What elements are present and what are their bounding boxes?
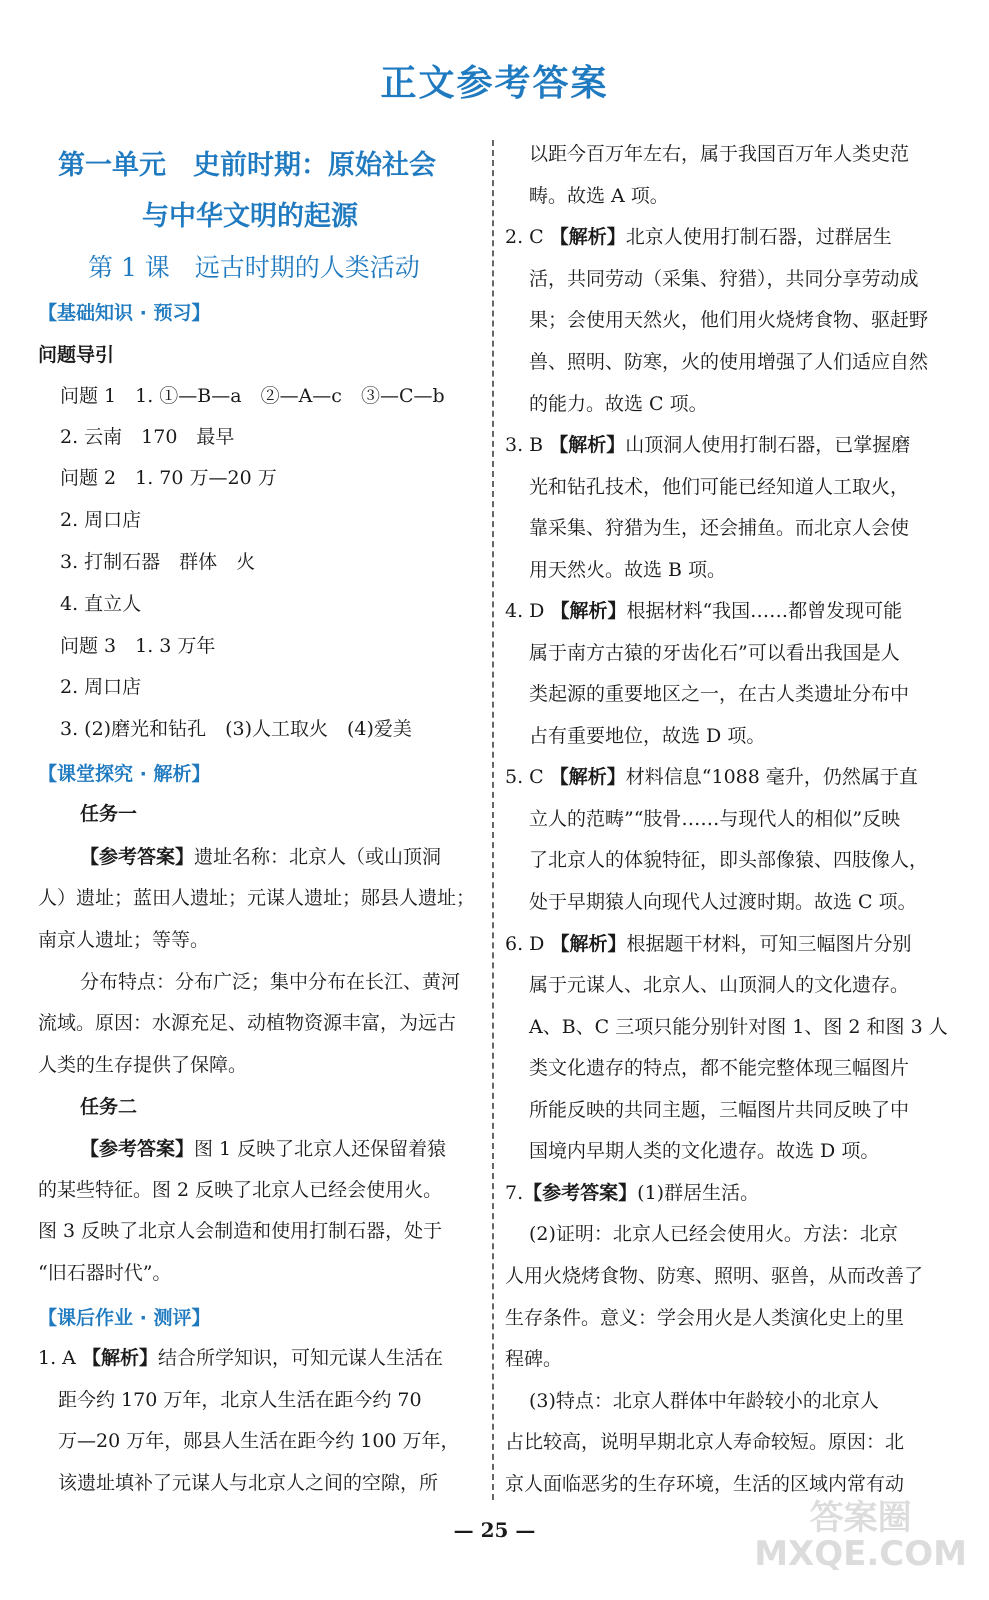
answer-5-text: 材料信息“1088 毫升，仍然属于直	[625, 766, 918, 788]
answer-tag: 【参考答案】	[80, 846, 195, 868]
answer-7-text: (1)群居生活。	[637, 1182, 760, 1204]
answer-tag: 【参考答案】	[80, 1138, 195, 1160]
answer-7-line-7: 占比较高，说明早期北京人寿命较短。原因：北	[505, 1431, 905, 1453]
answer-7-line-3: 人用火烧烤食物、防寒、照明、驱兽，从而改善了	[505, 1265, 924, 1287]
task-2-line-2: 的某些特征。图 2 反映了北京人已经会使用火。	[38, 1179, 443, 1201]
answer-2-line-2: 活，共同劳动（采集、狩猎），共同分享劳动成	[529, 268, 919, 290]
answer-5-line-1	[505, 765, 918, 789]
answer-2-text: 北京人使用打制石器，过群居生	[625, 226, 892, 248]
answer-1-line-3: 万—20 万年，郧县人生活在距今约 100 万年，	[58, 1430, 460, 1452]
task-2-line-3: 图 3 反映了北京人会制造和使用打制石器，处于	[38, 1220, 443, 1242]
answer-5-number: 5. C	[505, 766, 544, 788]
answer-1-line-5: 以距今百万年左右，属于我国百万年人类史范	[529, 143, 910, 165]
task-2-line-1	[80, 1137, 446, 1161]
analysis-tag: 【解析】	[81, 1347, 158, 1369]
answer-3-text: 山顶洞人使用打制石器，已掌握磨	[625, 434, 911, 456]
task-2-line-4: “旧石器时代”。	[38, 1262, 172, 1284]
task-1-line-3: 南京人遗址；等等。	[38, 929, 210, 951]
answer-6-text: 根据题干材料，可知三幅图片分别	[626, 933, 912, 955]
task-1-line-1	[80, 845, 441, 869]
answer-5-line-4: 处于早期猿人向现代人过渡时期。故选 C 项。	[529, 891, 917, 913]
question-2-answer-3: 3. 打制石器 群体 火	[60, 551, 256, 573]
answer-1-line-1	[38, 1346, 443, 1370]
answer-3-line-2: 光和钻孔技术，他们可能已经知道人工取火，	[529, 476, 910, 498]
answer-4-number: 4. D	[505, 600, 545, 622]
analysis-tag: 【解析】	[549, 226, 626, 248]
answer-3-line-3: 靠采集、狩猎为生，还会捕鱼。而北京人会使	[529, 517, 910, 539]
answer-6-number: 6. D	[505, 933, 545, 955]
answer-6-line-1	[505, 932, 911, 956]
answer-6-line-5: 所能反映的共同主题，三幅图片共同反映了中	[529, 1099, 910, 1121]
answer-1-number: 1. A	[38, 1347, 76, 1369]
answer-6-line-4: 类文化遗存的特点，都不能完整体现三幅图片	[529, 1057, 910, 1079]
section-header-classroom: 【课堂探究 · 解析】	[38, 763, 211, 785]
unit-title-line-2: 与中华文明的起源	[142, 201, 358, 232]
answer-tag: 【参考答案】	[523, 1182, 638, 1204]
answer-7-line-4: 生存条件。意义：学会用火是人类演化史上的里	[505, 1307, 905, 1329]
answer-2-line-1	[505, 225, 892, 249]
unit-title-line-1: 第一单元 史前时期：原始社会	[58, 150, 436, 181]
task-1-heading: 任务一	[80, 803, 138, 825]
answer-7-line-2: (2)证明：北京人已经会使用火。方法：北京	[529, 1223, 898, 1245]
question-3-answer-1: 问题 3 1. 3 万年	[60, 635, 216, 657]
watermark-text-cn: 答案圈	[809, 1498, 912, 1538]
page-number: — 25 —	[453, 1518, 536, 1542]
lesson-title: 第 1 课 远古时期的人类活动	[88, 253, 420, 282]
answer-2-number: 2. C	[505, 226, 544, 248]
answer-5-line-2: 立人的范畴”“肢骨……与现代人的相似”反映	[529, 808, 901, 830]
answer-7-line-5: 程碑。	[505, 1348, 563, 1370]
answer-5-line-3: 了北京人的体貌特征，即头部像猿、四肢像人，	[529, 849, 929, 871]
section-header-preview: 【基础知识 · 预习】	[38, 302, 211, 324]
task-1-line-5: 流域。原因：水源充足、动植物资源丰富，为远古	[38, 1012, 457, 1034]
question-2-answer-4: 4. 直立人	[60, 593, 142, 615]
answer-7-line-6: (3)特点：北京人群体中年龄较小的北京人	[529, 1390, 879, 1412]
guide-heading: 问题导引	[38, 344, 115, 366]
answer-7-number: 7.	[505, 1182, 524, 1204]
answer-1-line-2: 距今约 170 万年，北京人生活在距今约 70	[58, 1389, 422, 1411]
answer-1-line-6: 畴。故选 A 项。	[529, 185, 669, 207]
task-2-heading: 任务二	[80, 1096, 138, 1118]
analysis-tag: 【解析】	[549, 434, 626, 456]
section-header-homework: 【课后作业 · 测评】	[38, 1307, 211, 1329]
answer-4-line-4: 占有重要地位，故选 D 项。	[529, 725, 766, 747]
watermark-text-url: MXQE.COM	[754, 1534, 967, 1574]
question-2-answer-2: 2. 周口店	[60, 509, 142, 531]
question-3-answer-2: 2. 周口店	[60, 676, 142, 698]
question-2-answer-1: 问题 2 1. 70 万—20 万	[60, 467, 277, 489]
answer-6-line-2: 属于元谋人、北京人、山顶洞人的文化遗存。	[529, 974, 910, 996]
answer-2-line-3: 果；会使用天然火，他们用火烧烤食物、驱赶野	[529, 309, 929, 331]
answer-2-line-4: 兽、照明、防寒，火的使用增强了人们适应自然	[529, 351, 929, 373]
answer-3-line-1	[505, 433, 910, 457]
answer-1-text: 结合所学知识，可知元谋人生活在	[157, 1347, 443, 1369]
analysis-tag: 【解析】	[550, 933, 627, 955]
question-3-answer-3: 3. (2)磨光和钻孔 (3)人工取火 (4)爱美	[60, 718, 412, 740]
page-title: 正文参考答案	[380, 63, 609, 104]
task-2-text: 图 1 反映了北京人还保留着猿	[194, 1138, 447, 1160]
analysis-tag: 【解析】	[550, 600, 627, 622]
task-1-line-2: 人）遗址；蓝田人遗址；元谋人遗址；郧县人遗址；	[38, 887, 476, 909]
task-1-text: 遗址名称：北京人（或山顶洞	[194, 846, 442, 868]
column-divider	[492, 140, 494, 1500]
answer-3-number: 3. B	[505, 434, 544, 456]
answer-3-line-4: 用天然火。故选 B 项。	[529, 559, 727, 581]
question-1-answer-2: 2. 云南 170 最早	[60, 426, 235, 448]
question-1-answer-1: 问题 1 1. ①—B—a ②—A—c ③—C—b	[60, 385, 445, 407]
answer-6-line-3: A、B、C 三项只能分别针对图 1、图 2 和图 3 人	[529, 1016, 948, 1038]
answer-4-line-1	[505, 599, 902, 623]
answer-4-text: 根据材料“我国……都曾发现可能	[626, 600, 903, 622]
answer-7-line-8: 京人面临恶劣的生存环境，生活的区域内常有动	[505, 1473, 905, 1495]
answer-4-line-3: 类起源的重要地区之一，在古人类遗址分布中	[529, 683, 910, 705]
task-1-line-6: 人类的生存提供了保障。	[38, 1054, 248, 1076]
watermark	[754, 1500, 967, 1572]
answer-6-line-6: 国境内早期人类的文化遗存。故选 D 项。	[529, 1140, 880, 1162]
answer-4-line-2: 属于南方古猿的牙齿化石”可以看出我国是人	[529, 642, 900, 664]
analysis-tag: 【解析】	[549, 766, 626, 788]
answer-7-line-1	[505, 1181, 759, 1205]
task-1-line-4: 分布特点：分布广泛；集中分布在长江、黄河	[80, 971, 461, 993]
answer-2-line-5: 的能力。故选 C 项。	[529, 393, 708, 415]
answer-1-line-4: 该遗址填补了元谋人与北京人之间的空隙，所	[58, 1472, 439, 1494]
